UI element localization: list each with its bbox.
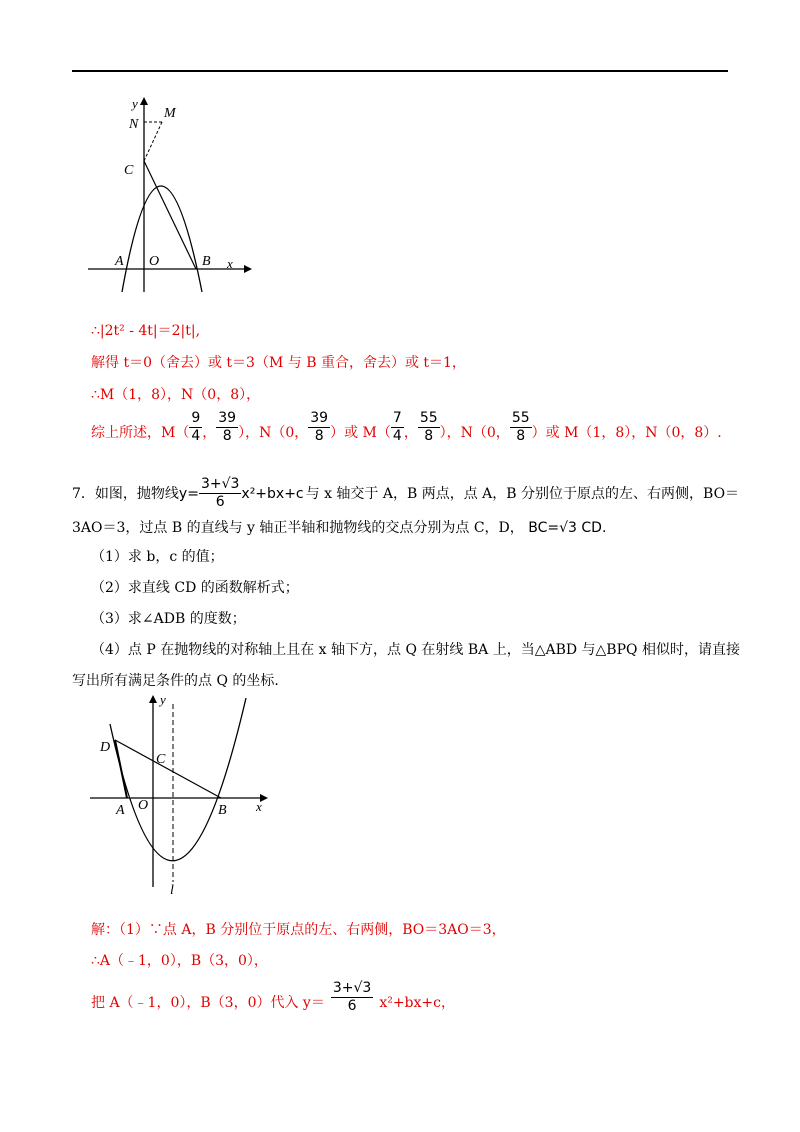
label-b: B xyxy=(218,803,227,818)
solution-7-line-3 xyxy=(91,980,455,1015)
label-c: C xyxy=(156,752,166,767)
label-a: A xyxy=(115,254,124,269)
label-b: B xyxy=(202,254,211,269)
label-y: y xyxy=(160,692,166,707)
figure-parabola-mn xyxy=(84,92,259,292)
header-rule xyxy=(72,70,728,72)
fraction-9-4: $\frac{9}{4}$ xyxy=(191,410,201,444)
solution-7-substitute: 把 A（﹣1，0），B（3，0）代入 y＝ xyxy=(91,995,325,1011)
fraction-55-8-a: $\frac{55}{8}$ xyxy=(419,410,438,444)
question-3: （3）求∠ADB 的度数； xyxy=(91,611,246,627)
label-c: C xyxy=(124,163,134,178)
label-m: M xyxy=(164,106,176,121)
parabola-curve xyxy=(110,698,246,861)
solution-line-1: ∴|2t² - 4t|＝2|t|, xyxy=(91,323,201,339)
summary-sep-1: ， xyxy=(202,425,217,441)
figure-parabola-abd xyxy=(88,692,278,897)
fraction-39-8-a: $\frac{39}{8}$ xyxy=(218,410,237,444)
label-a: A xyxy=(116,803,125,818)
label-n: N xyxy=(129,117,139,132)
question-2: （2）求直线 CD 的函数解析式； xyxy=(91,580,299,596)
label-l: l xyxy=(170,883,174,897)
solution-7-line-1: 解：（1）∵点 A，B 分别位于原点的左、右两侧，BO＝3AO＝3， xyxy=(91,922,506,938)
fraction-7-4: $\frac{7}{4}$ xyxy=(392,410,402,444)
solution-7-expression: x²+bx+c， xyxy=(379,995,455,1011)
y-axis-arrow-icon xyxy=(149,695,157,703)
fraction-39-8-b: $\frac{39}{8}$ xyxy=(310,410,329,444)
solution-line-3: ∴M（1，8），N（0，8）， xyxy=(91,387,261,403)
segment-db xyxy=(115,740,221,798)
label-x: x xyxy=(227,256,233,271)
x-axis-arrow-icon xyxy=(244,265,252,273)
segment-da xyxy=(115,740,127,798)
summary-prefix: 综上所述，M（ xyxy=(91,425,190,441)
summary-mid-2: ）或 M（ xyxy=(330,425,391,441)
y-axis-arrow-icon xyxy=(140,97,148,105)
summary-suffix: ）或 M（1，8），N（0，8）. xyxy=(531,425,722,441)
problem-7-intro-a: 7．如图，抛物线 xyxy=(72,485,179,502)
fraction-55-8-b: $\frac{55}{8}$ xyxy=(511,410,530,444)
segment-cm xyxy=(144,122,162,161)
formula-rest: x²+bx+c xyxy=(241,485,304,502)
segment-cb xyxy=(144,161,196,269)
problem-7-intro-b: 与 x 轴交于 A，B 两点，点 A，B 分别位于原点的左、右两侧，BO＝ xyxy=(305,485,740,502)
question-4-b: 写出所有满足条件的点 Q 的坐标. xyxy=(72,673,279,689)
label-d: D xyxy=(100,740,111,755)
summary-mid-3: ），N（0， xyxy=(439,425,510,441)
solution-line-4 xyxy=(91,410,722,445)
problem-7-line-2-a: 3AO＝3，过点 B 的直线与 y 轴正半轴和抛物线的交点分别为点 C，D， xyxy=(72,520,524,536)
solution-7-coefficient: $\frac{3+√3}{6}$ xyxy=(332,980,372,1014)
problem-7-condition: BC=√3 CD. xyxy=(528,520,607,536)
label-y: y xyxy=(132,96,138,111)
label-x: x xyxy=(256,799,262,814)
summary-sep-2: ， xyxy=(403,425,418,441)
solution-line-2: 解得 t＝0（舍去）或 t＝3（M 与 B 重合，舍去）或 t＝1， xyxy=(91,355,466,371)
label-o: O xyxy=(149,254,160,269)
summary-mid-1: ），N（0， xyxy=(238,425,309,441)
question-4-a: （4）点 P 在抛物线的对称轴上且在 x 轴下方，点 Q 在射线 BA 上，当△ABD 与△BPQ 相似时，请直接 xyxy=(91,642,740,658)
solution-7-line-2: ∴A（﹣1，0），B（3，0）， xyxy=(91,953,268,969)
formula-coefficient: $\frac{3+√3}{6}$ xyxy=(200,476,240,510)
question-1: （1）求 b，c 的值； xyxy=(91,549,224,565)
parabola-curve xyxy=(122,186,202,292)
label-o: O xyxy=(138,798,149,813)
formula-y: y= xyxy=(178,485,199,502)
problem-7-line-2 xyxy=(72,519,606,537)
problem-7-line-1 xyxy=(72,476,739,511)
